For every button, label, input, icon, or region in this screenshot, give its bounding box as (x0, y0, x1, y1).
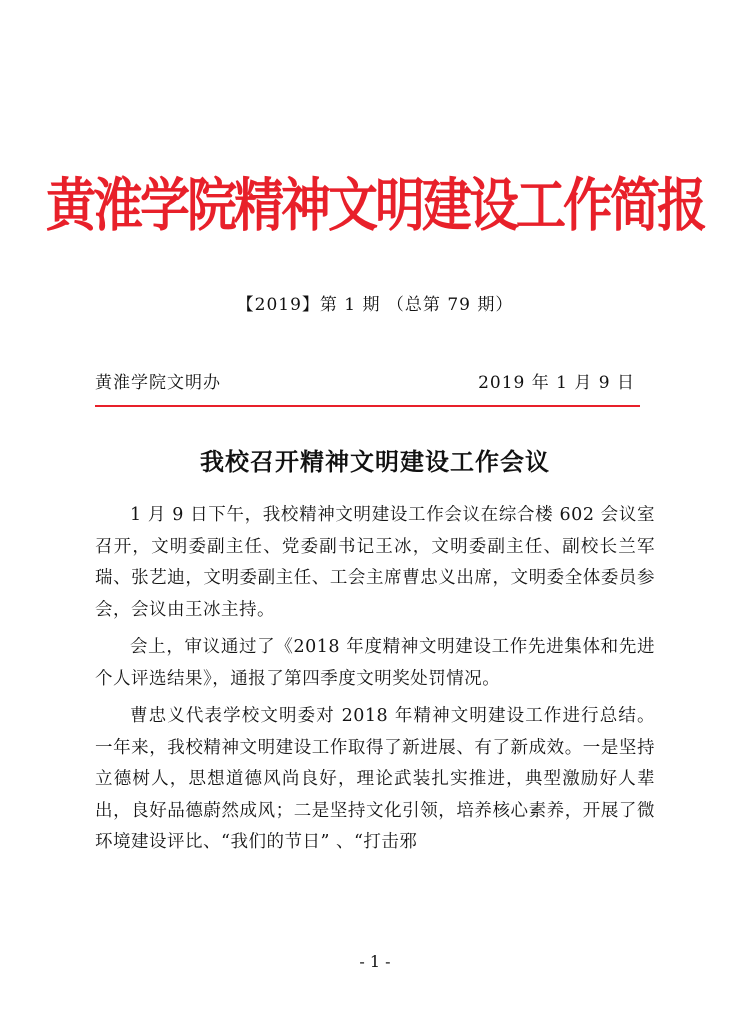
paragraph: 会上，审议通过了《2018 年度精神文明建设工作先进集体和先进个人评选结果》，通报了第四季度文明奖处罚情况。 (95, 637, 655, 689)
paragraph: 1 月 9 日下午，我校精神文明建设工作会议在综合楼 602 会议室召开，文明委副主任、党委副书记王冰，文明委副主任、副校长兰军瑞、张艺迪，文明委副主任、工会主席曹忠义出席，文明委全体委员参会，会议由王冰主持。 (95, 505, 655, 620)
publisher: 黄淮学院文明办 (95, 373, 221, 393)
masthead-title: 黄淮学院精神文明建设工作简报 (46, 170, 704, 239)
article-body (95, 500, 655, 865)
publish-date: 2019 年 1 月 9 日 (478, 373, 635, 393)
article-title: 我校召开精神文明建设工作会议 (200, 447, 550, 476)
issue-line: 【2019】第 1 期 （总第 79 期） (236, 295, 514, 315)
page-number: - 1 - (359, 952, 391, 971)
red-divider (95, 405, 640, 407)
paragraph: 曹忠义代表学校文明委对 2018 年精神文明建设工作进行总结。一年来，我校精神文明建设工作取得了新进展、有了新成效。一是坚持立德树人，思想道德风尚良好，理论武装扎实推进，典型激励好人辈出，良好品德蔚然成风；二是坚持文化引领，培养核心素养，开展了微环境建设评比、“我们的节日” 、“打击邪 (95, 706, 655, 852)
